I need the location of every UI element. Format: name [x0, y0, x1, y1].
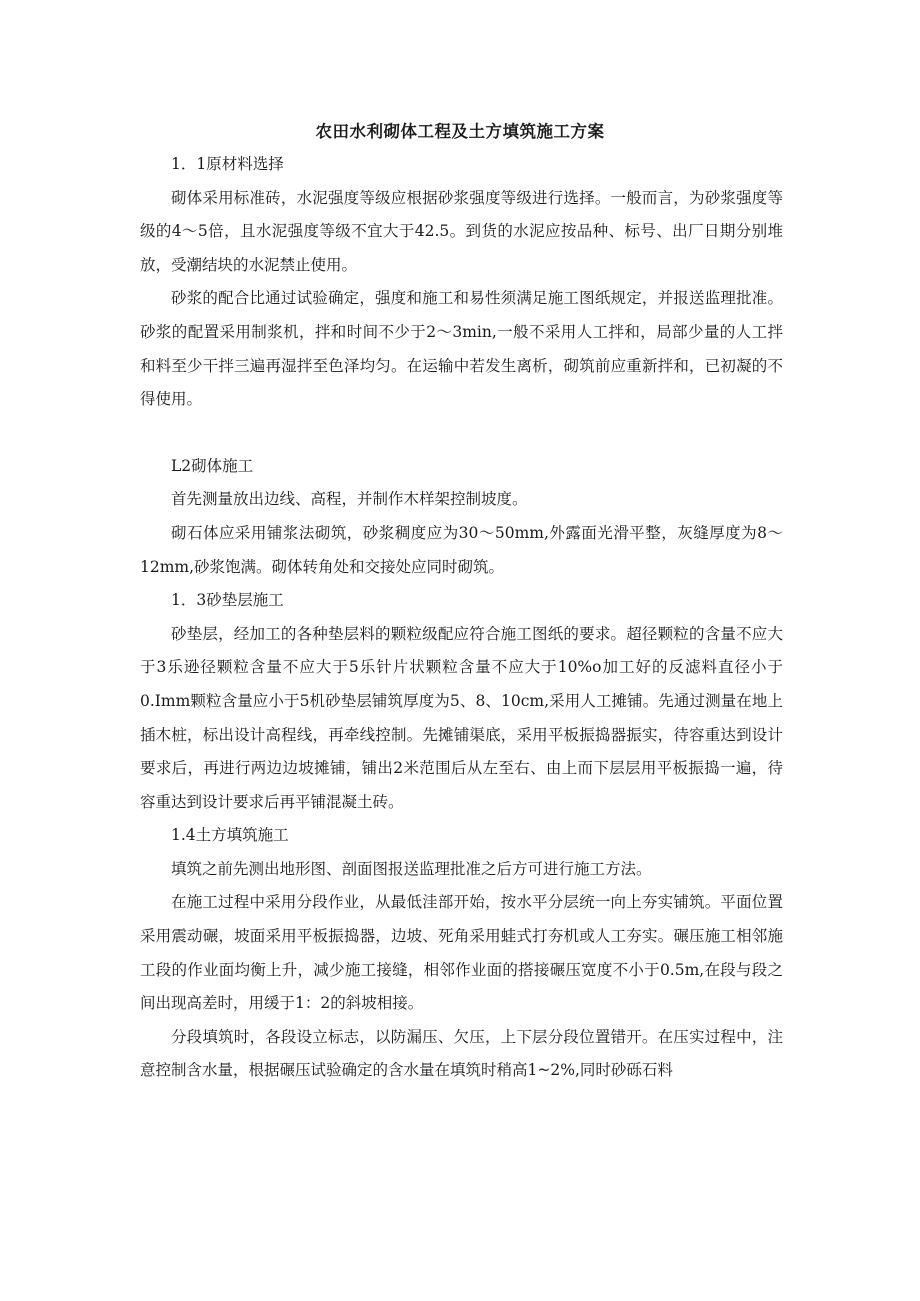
paragraph-masonry-method: 砌石体应采用铺浆法砌筑，砂浆稠度应为30～50mm,外露面光滑平整，灰缝厚度为8～12mm,砂浆饱满。砌体转角处和交接处应同时砌筑。: [140, 523, 783, 576]
paragraph-segment-marking: 分段填筑时，各段设立标志，以防漏压、欠压，上下层分段位置错开。在压实过程中，注意控制含水量，根据碾压试验确定的含水量在填筑时稍高1~2%,同时砂砾石料: [140, 1027, 783, 1080]
section-heading-1-2: L2砌体施工: [171, 456, 254, 475]
blank-line: [140, 417, 783, 450]
section-heading-1-4: 1.4土方填筑施工: [171, 826, 289, 845]
paragraph-sand-cushion: 砂垫层，经加工的各种垫层料的颗粒级配应符合施工图纸的要求。超径颗粒的含量不应大于3乐逊径颗粒含量不应大于5乐针片状颗粒含量不应大于10%o加工好的反滤料直径小于0.Imm颗粒含量应小于5机砂垫层铺筑厚度为5、8、10cm,采用人工摊铺。先通过测量在地上插木桩，标出设计高程线，再牵线控制。先摊铺渠底，采用平板振捣器振实，待容重达到设计要求后，再进行两边边坡摊铺，铺出2米范围后从左至右、由上而下层层用平板振捣一遍，待容重达到设计要求后再平铺混凝土砖。: [140, 624, 783, 811]
paragraph-segmented-work: 在施工过程中采用分段作业，从最低洼部开始，按水平分层统一向上夯实铺筑。平面位置采用震动碾，坡面采用平板振捣器，边坡、死角采用蛙式打夯机或人工夯实。碾压施工相邻施工段的作业面均衡上升，减少施工接缝，相邻作业面的搭接碾压宽度不小于0.5m,在段与段之间出现高差时，用缓于1：2的斜坡相接。: [140, 893, 783, 1013]
section-heading-1-1: 1．1原材料选择: [171, 155, 284, 173]
section-heading-1-3: 1．3砂垫层施工: [171, 591, 284, 610]
document-body: [140, 148, 783, 1088]
paragraph-raw-materials-cement: 砌体采用标准砖，水泥强度等级应根据砂浆强度等级进行选择。一般而言，为砂浆强度等级的4～5倍，且水泥强度等级不宜大于42.5。到货的水泥应按品种、标号、出厂日期分别堆放，受潮结块的水泥禁止使用。: [140, 188, 783, 274]
paragraph-fill-survey: 填筑之前先测出地形图、剖面图报送监理批准之后方可进行施工方法。: [171, 859, 652, 878]
document-title: 农田水利砌体工程及土方填筑施工方案: [315, 122, 605, 141]
paragraph-mortar-mix: 砂浆的配合比通过试验确定，强度和施工和易性须满足施工图纸规定，并报送监理批准。砂浆的配置采用制浆机，拌和时间不少于2～3min,一般不采用人工拌和，局部少量的人工拌和料至少干拌三遍再湿拌至色泽均匀。在运输中若发生离析，砌筑前应重新拌和，已初凝的不得使用。: [140, 289, 783, 409]
paragraph-survey-layout: 首先测量放出边线、高程，并制作木样架控制坡度。: [171, 490, 528, 509]
